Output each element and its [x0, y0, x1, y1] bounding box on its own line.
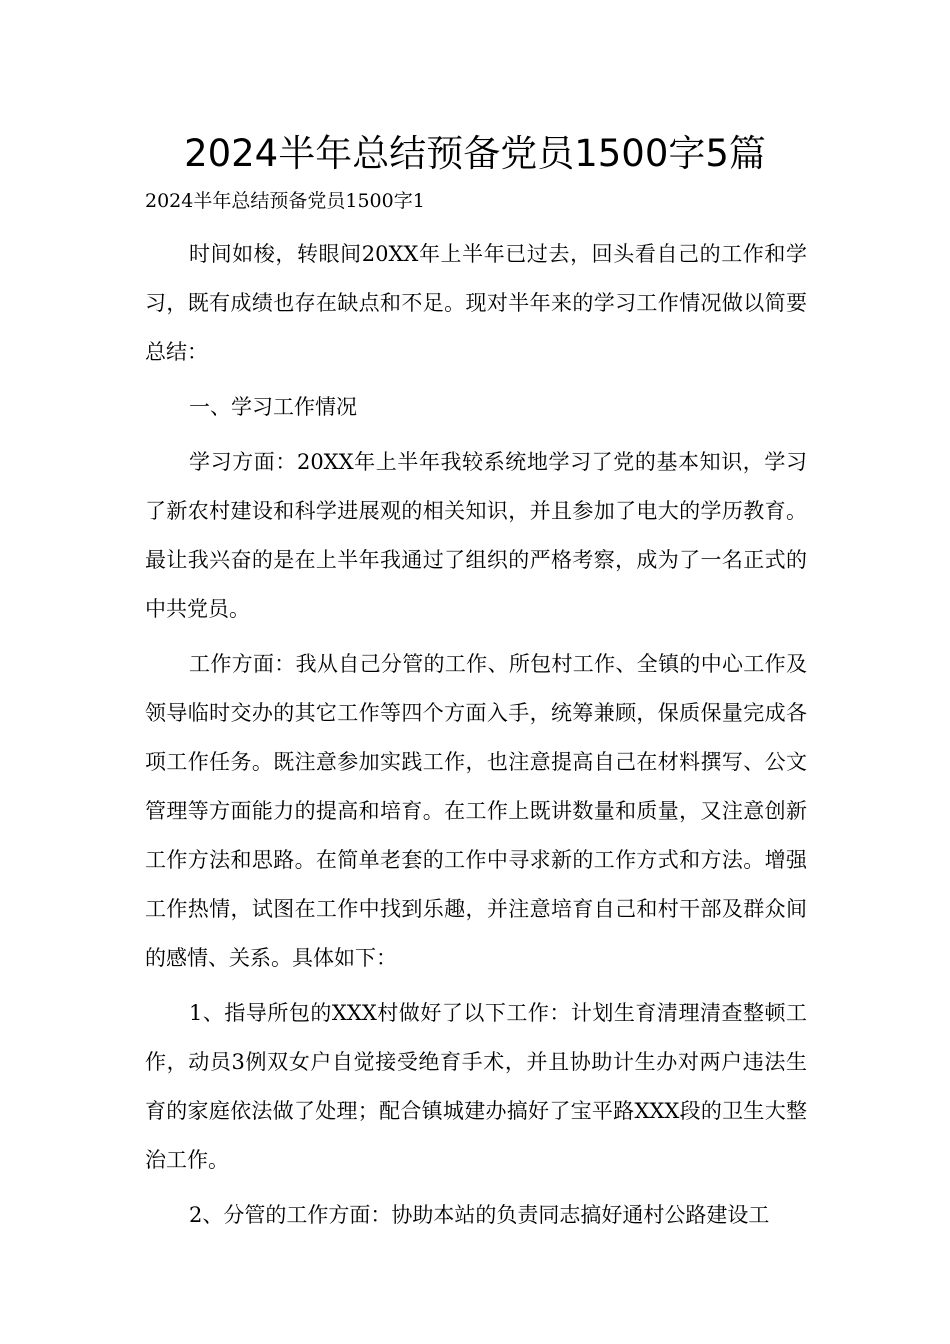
section-heading: 一、学习工作情况	[189, 395, 357, 419]
document-body	[145, 230, 807, 1240]
paragraph-study: 学习方面：20XX年上半年我较系统地学习了党的基本知识，学习了新农村建设和科学进展观的相关知识，并且参加了电大的学历教育。最让我兴奋的是在上半年我通过了组织的严格考察，成为了一名正式的中共党员。	[145, 450, 807, 621]
paragraph-intro: 时间如梭，转眼间20XX年上半年已过去，回头看自己的工作和学习，既有成绩也存在缺点和不足。现对半年来的学习工作情况做以简要总结：	[145, 242, 807, 364]
document-subtitle: 2024半年总结预备党员1500字1	[145, 190, 425, 212]
paragraph-item-1: 1、指导所包的XXX村做好了以下工作：计划生育清理清查整顿工作，动员3例双女户自觉接受绝育手术，并且协助计生办对两户违法生育的家庭依法做了处理；配合镇城建办搞好了宝平路XXX段的卫生大整治工作。	[145, 1001, 807, 1172]
paragraph-work: 工作方面：我从自己分管的工作、所包村工作、全镇的中心工作及领导临时交办的其它工作等四个方面入手，统筹兼顾，保质保量完成各项工作任务。既注意参加实践工作，也注意提高自己在材料撰写、公文管理等方面能力的提高和培育。在工作上既讲数量和质量，又注意创新工作方法和思路。在简单老套的工作中寻求新的工作方式和方法。增强工作热情，试图在工作中找到乐趣，并注意培育自己和村干部及群众间的感情、关系。具体如下：	[145, 652, 807, 970]
document-title: 2024半年总结预备党员1500字5篇	[184, 132, 766, 175]
paragraph-item-2: 2、分管的工作方面：协助本站的负责同志搞好通村公路建设工	[189, 1203, 770, 1227]
